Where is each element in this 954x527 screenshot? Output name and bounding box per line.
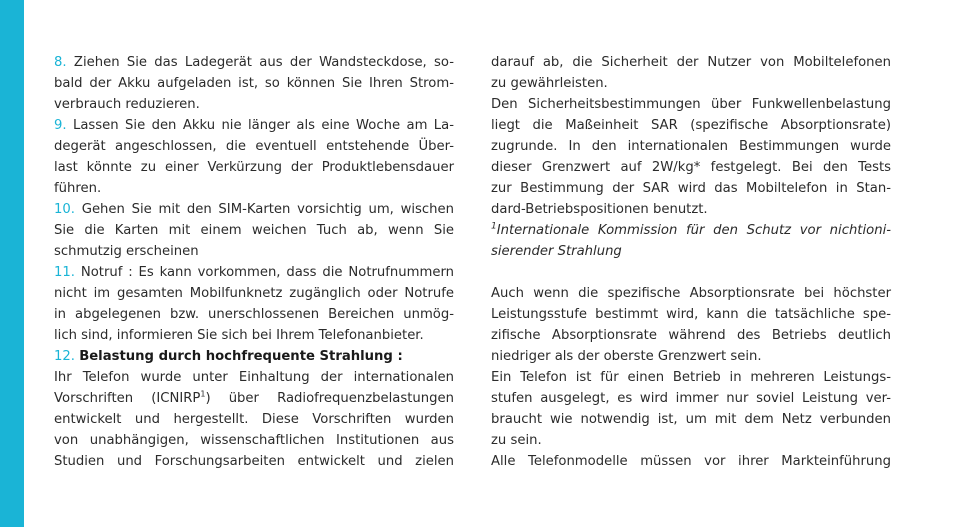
text-line bbox=[54, 220, 454, 241]
item-number: 9. bbox=[54, 118, 67, 133]
text-line bbox=[54, 241, 454, 262]
line-text: Sie die Karten mit einem weichen Tuch ab, wenn Sie bbox=[54, 223, 454, 238]
footnote-line bbox=[491, 220, 891, 241]
text-line bbox=[491, 178, 891, 199]
item-number: 12. bbox=[54, 349, 75, 364]
line-text: Internationale Kommission für den Schutz vor nichtioni- bbox=[496, 223, 891, 238]
item-number: 8. bbox=[54, 55, 67, 70]
line-text: dard-Betriebspositionen benutzt. bbox=[491, 202, 708, 217]
text-line bbox=[54, 157, 454, 178]
text-line bbox=[491, 94, 891, 115]
line-text: Gehen Sie mit den SIM-Karten vorsichtig um, wischen bbox=[81, 202, 454, 217]
text-line bbox=[54, 136, 454, 157]
footnote-marker: 1 bbox=[491, 221, 497, 232]
line-text: stufen ausgelegt, es wird immer nur soviel Leistung ver- bbox=[491, 391, 891, 406]
line-text: bald der Akku aufgeladen ist, so können Sie Ihren Strom- bbox=[54, 76, 454, 91]
line-text: zur Bestimmung der SAR wird das Mobiltelefon in Stan- bbox=[491, 181, 891, 196]
item-number: 10. bbox=[54, 202, 75, 217]
line-text: schmutzig erscheinen bbox=[54, 244, 199, 259]
text-line bbox=[491, 52, 891, 73]
text-line bbox=[491, 430, 891, 451]
text-line bbox=[54, 388, 454, 409]
left-text-column bbox=[54, 52, 454, 472]
text-line bbox=[491, 73, 891, 94]
text-line bbox=[54, 430, 454, 451]
text-line bbox=[491, 367, 891, 388]
text-line bbox=[491, 388, 891, 409]
text-line bbox=[491, 157, 891, 178]
text-line bbox=[54, 199, 454, 220]
text-line bbox=[491, 325, 891, 346]
line-text: zu gewährleisten. bbox=[491, 76, 608, 91]
line-text: Studien und Forschungsarbeiten entwickelt und zielen bbox=[54, 454, 454, 469]
line-text: in abgelegenen bzw. unerschlossenen Bereichen unmög- bbox=[54, 307, 454, 322]
text-line bbox=[491, 409, 891, 430]
line-text: Ziehen Sie das Ladegerät aus der Wandsteckdose, so- bbox=[73, 55, 454, 70]
line-text: Alle Telefonmodelle müssen vor ihrer Markteinführung bbox=[491, 454, 891, 469]
line-text: niedriger als der oberste Grenzwert sein. bbox=[491, 349, 762, 364]
text-line bbox=[54, 52, 454, 73]
line-text: Vorschriften (ICNIRP bbox=[54, 391, 201, 406]
text-line bbox=[491, 283, 891, 304]
line-text: nicht im gesamten Mobilfunknetz zugänglich oder Notrufe bbox=[54, 286, 454, 301]
footnote-reference: 1 bbox=[200, 389, 206, 399]
line-text: Ein Telefon ist für einen Betrieb in mehreren Leistungs- bbox=[491, 370, 891, 385]
line-text: Notruf : Es kann vorkommen, dass die Notrufnummern bbox=[80, 265, 454, 280]
right-text-column bbox=[491, 52, 891, 472]
line-text: Auch wenn die spezifische Absorptionsrate bei höchster bbox=[491, 286, 891, 301]
text-line bbox=[54, 115, 454, 136]
line-text: lich sind, informieren Sie sich bei Ihrem Telefonanbieter. bbox=[54, 328, 424, 343]
footnote-line bbox=[491, 241, 891, 262]
text-line bbox=[54, 367, 454, 388]
text-line bbox=[54, 346, 454, 367]
text-line bbox=[54, 325, 454, 346]
text-line bbox=[491, 115, 891, 136]
line-text-continued: ) über Radiofrequenzbelastungen bbox=[205, 391, 454, 406]
line-text: darauf ab, die Sicherheit der Nutzer von Mobiltelefonen bbox=[491, 55, 891, 70]
side-accent-bar bbox=[0, 0, 24, 527]
line-text: entwickelt und hergestellt. Diese Vorschriften wurden bbox=[54, 412, 454, 427]
line-text: last könnte zu einer Verkürzung der Produktlebensdauer bbox=[54, 160, 454, 175]
line-text: führen. bbox=[54, 181, 102, 196]
line-text: Leistungsstufe bestimmt wird, kann die tatsächliche spe- bbox=[491, 307, 891, 322]
line-text: von unabhängigen, wissenschaftlichen Institutionen aus bbox=[54, 433, 454, 448]
text-line bbox=[54, 262, 454, 283]
text-line bbox=[491, 199, 891, 220]
text-line bbox=[54, 94, 454, 115]
text-line bbox=[491, 304, 891, 325]
text-line bbox=[491, 136, 891, 157]
line-text: Lassen Sie den Akku nie länger als eine Woche am La- bbox=[73, 118, 454, 133]
line-text: Ihr Telefon wurde unter Einhaltung der internationalen bbox=[54, 370, 454, 385]
text-line bbox=[54, 409, 454, 430]
text-line bbox=[54, 73, 454, 94]
text-line bbox=[491, 451, 891, 472]
item-number: 11. bbox=[54, 265, 75, 280]
text-line bbox=[54, 451, 454, 472]
line-text: Den Sicherheitsbestimmungen über Funkwellenbelastung bbox=[491, 97, 891, 112]
text-line bbox=[54, 283, 454, 304]
section-heading: Belastung durch hochfrequente Strahlung : bbox=[79, 349, 403, 364]
line-text: zu sein. bbox=[491, 433, 542, 448]
line-text: liegt die Maßeinheit SAR (spezifische Absorptionsrate) bbox=[491, 118, 891, 133]
line-text: sierender Strahlung bbox=[491, 244, 622, 259]
line-text: zugrunde. In den internationalen Bestimmungen wurde bbox=[491, 139, 891, 154]
paragraph-gap bbox=[491, 262, 891, 283]
text-line bbox=[54, 178, 454, 199]
line-text: degerät angeschlossen, die eventuell entstehende Über- bbox=[54, 139, 454, 154]
line-text: verbrauch reduzieren. bbox=[54, 97, 200, 112]
line-text: zifische Absorptionsrate während des Betriebs deutlich bbox=[491, 328, 891, 343]
line-text: dieser Grenzwert auf 2W/kg* festgelegt. Bei den Tests bbox=[491, 160, 891, 175]
text-line bbox=[54, 304, 454, 325]
line-text: braucht wie notwendig ist, um mit dem Netz verbunden bbox=[491, 412, 891, 427]
text-line bbox=[491, 346, 891, 367]
